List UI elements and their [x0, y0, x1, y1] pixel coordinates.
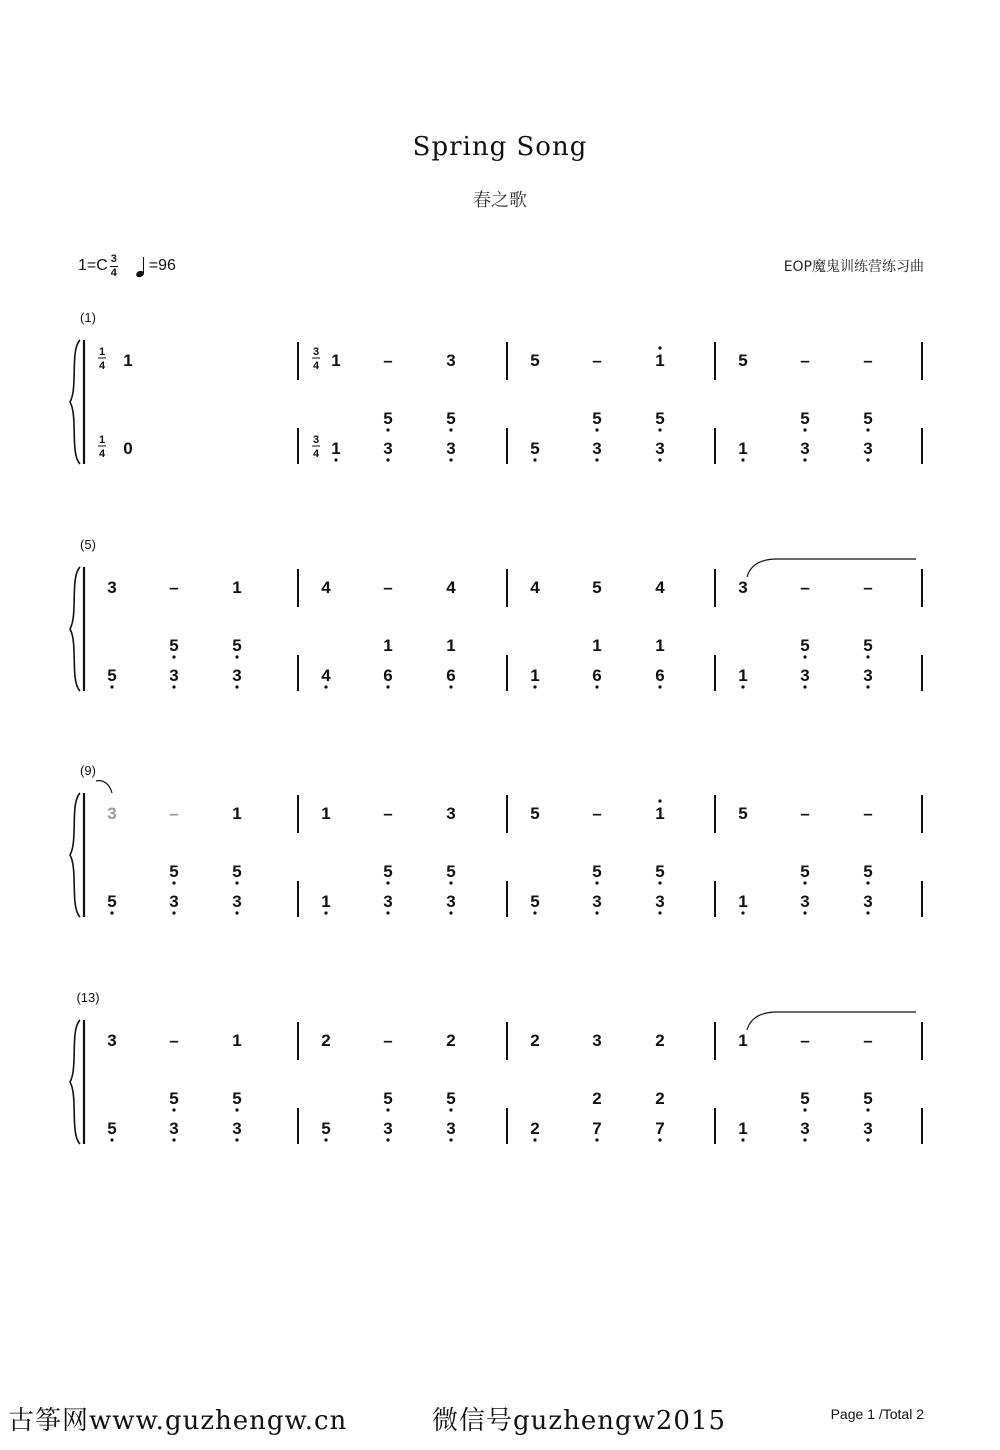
sustain-dash: – — [863, 1031, 873, 1050]
key-signature: 1=C — [78, 257, 108, 274]
chord-upper-note: 5 — [655, 862, 665, 881]
upper-note: 1 — [232, 1031, 242, 1050]
lower-note: 1 — [738, 892, 748, 911]
chord-upper-note: 5 — [863, 1089, 873, 1108]
chord-upper-note: 1 — [446, 636, 456, 655]
sustain-dash: – — [863, 351, 873, 370]
lower-note: 7 — [655, 1119, 665, 1138]
octave-down-dot — [533, 1138, 536, 1141]
octave-down-dot — [595, 458, 598, 461]
chord-upper-note: 5 — [800, 862, 810, 881]
octave-down-dot — [866, 458, 869, 461]
octave-down-dot — [386, 1138, 389, 1141]
upper-note: 1 — [123, 351, 133, 370]
lower-note: 3 — [863, 892, 873, 911]
octave-down-dot — [386, 685, 389, 688]
octave-down-dot — [803, 428, 806, 431]
octave-down-dot — [866, 1108, 869, 1111]
lower-note: 3 — [655, 439, 665, 458]
lower-note: 5 — [107, 666, 117, 685]
lower-note: 3 — [863, 666, 873, 685]
tempo-value: =96 — [148, 257, 176, 274]
octave-down-dot — [449, 428, 452, 431]
octave-down-dot — [658, 881, 661, 884]
sustain-dash: – — [800, 351, 810, 370]
system-4 — [70, 990, 922, 1144]
chord-upper-note: 5 — [169, 862, 179, 881]
sustain-dash: – — [863, 578, 873, 597]
octave-down-dot — [658, 685, 661, 688]
octave-down-dot — [235, 1108, 238, 1111]
upper-note: 1 — [232, 578, 242, 597]
chord-upper-note: 2 — [655, 1089, 665, 1108]
chord-upper-note: 2 — [592, 1089, 602, 1108]
upper-note: 1 — [232, 804, 242, 823]
lower-note: 4 — [321, 666, 331, 685]
octave-down-dot — [866, 428, 869, 431]
chord-upper-note: 5 — [383, 1089, 393, 1108]
upper-note: 4 — [530, 578, 540, 597]
footer-wechat: 微信号guzhengw2015 — [432, 1406, 727, 1436]
octave-down-dot — [386, 458, 389, 461]
system-1 — [70, 310, 922, 464]
lower-note: 3 — [446, 892, 456, 911]
lower-note: 1 — [530, 666, 540, 685]
upper-note: 5 — [592, 578, 602, 597]
timesig-bottom: 4 — [98, 448, 106, 460]
timesig-top: 1 — [98, 434, 106, 446]
octave-down-dot — [658, 1138, 661, 1141]
octave-down-dot — [110, 685, 113, 688]
upper-note: 2 — [446, 1031, 456, 1050]
system-brace — [70, 567, 80, 691]
lower-note: 3 — [232, 666, 242, 685]
upper-note: 3 — [592, 1031, 602, 1050]
octave-down-dot — [595, 911, 598, 914]
lower-note: 5 — [321, 1119, 331, 1138]
system-2 — [70, 537, 922, 691]
upper-note: 3 — [107, 1031, 117, 1050]
octave-down-dot — [803, 655, 806, 658]
chord-upper-note: 5 — [863, 862, 873, 881]
upper-note: 1 — [655, 351, 665, 370]
chord-upper-note: 1 — [383, 636, 393, 655]
octave-down-dot — [235, 911, 238, 914]
lower-note: 3 — [383, 892, 393, 911]
octave-up-dot — [658, 799, 661, 802]
timesig-top: 1 — [98, 346, 106, 358]
lower-note: 3 — [446, 439, 456, 458]
chord-upper-note: 5 — [592, 862, 602, 881]
octave-down-dot — [658, 911, 661, 914]
lower-note: 3 — [800, 892, 810, 911]
lower-note: 3 — [383, 439, 393, 458]
upper-note: 4 — [446, 578, 456, 597]
octave-down-dot — [324, 685, 327, 688]
octave-down-dot — [334, 458, 337, 461]
octave-down-dot — [172, 685, 175, 688]
octave-down-dot — [803, 685, 806, 688]
octave-down-dot — [595, 1138, 598, 1141]
timesig-top: 3 — [312, 346, 320, 358]
lower-note: 1 — [738, 1119, 748, 1138]
tie-arc — [747, 559, 916, 577]
octave-down-dot — [803, 881, 806, 884]
upper-note: 5 — [738, 351, 748, 370]
lower-note: 3 — [232, 1119, 242, 1138]
octave-down-dot — [741, 911, 744, 914]
measure-number-label: (1) — [80, 310, 96, 325]
sustain-dash: – — [592, 804, 602, 823]
upper-note: 4 — [321, 578, 331, 597]
chord-upper-note: 5 — [592, 409, 602, 428]
octave-down-dot — [866, 1138, 869, 1141]
octave-down-dot — [324, 911, 327, 914]
upper-note: 1 — [331, 351, 341, 370]
time-signature-bottom: 4 — [110, 266, 117, 279]
page-number: Page 1 /Total 2 — [830, 1406, 924, 1422]
octave-down-dot — [172, 655, 175, 658]
upper-note: 3 — [107, 578, 117, 597]
octave-down-dot — [235, 655, 238, 658]
octave-down-dot — [449, 911, 452, 914]
chord-upper-note: 5 — [446, 862, 456, 881]
measure-number-label: (5) — [80, 537, 96, 552]
octave-down-dot — [866, 685, 869, 688]
lower-note: 3 — [446, 1119, 456, 1138]
sustain-dash: – — [383, 578, 393, 597]
octave-down-dot — [449, 458, 452, 461]
sustain-dash: – — [383, 1031, 393, 1050]
lower-note: 5 — [107, 1119, 117, 1138]
octave-down-dot — [110, 1138, 113, 1141]
chord-upper-note: 5 — [446, 409, 456, 428]
octave-down-dot — [386, 428, 389, 431]
chord-upper-note: 5 — [863, 636, 873, 655]
lower-note: 3 — [232, 892, 242, 911]
sustain-dash: – — [169, 804, 179, 823]
footer-site[interactable]: 古筝网www.guzhengw.cn — [8, 1406, 348, 1436]
octave-down-dot — [595, 881, 598, 884]
lower-note: 3 — [863, 439, 873, 458]
sustain-dash: – — [592, 351, 602, 370]
lower-note: 3 — [655, 892, 665, 911]
upper-note: 2 — [655, 1031, 665, 1050]
upper-note: 1 — [321, 804, 331, 823]
lower-note: 3 — [169, 666, 179, 685]
tie-arc-end — [96, 781, 112, 793]
sustain-dash: – — [383, 351, 393, 370]
chord-upper-note: 5 — [800, 636, 810, 655]
chord-upper-note: 5 — [169, 636, 179, 655]
system-3 — [70, 763, 922, 917]
lower-note: 3 — [592, 439, 602, 458]
chord-upper-note: 5 — [800, 1089, 810, 1108]
octave-down-dot — [386, 881, 389, 884]
lower-note: 1 — [331, 439, 341, 458]
upper-note: 5 — [530, 804, 540, 823]
lower-note: 1 — [738, 439, 748, 458]
chord-upper-note: 5 — [232, 1089, 242, 1108]
octave-down-dot — [324, 1138, 327, 1141]
lower-note: 1 — [321, 892, 331, 911]
octave-down-dot — [449, 1108, 452, 1111]
chord-upper-note: 1 — [592, 636, 602, 655]
octave-down-dot — [386, 911, 389, 914]
timesig-bottom: 4 — [312, 360, 320, 372]
octave-down-dot — [533, 911, 536, 914]
octave-down-dot — [449, 1138, 452, 1141]
lower-note: 3 — [169, 1119, 179, 1138]
octave-down-dot — [741, 1138, 744, 1141]
upper-note: 5 — [530, 351, 540, 370]
chord-upper-note: 1 — [655, 636, 665, 655]
lower-note: 3 — [169, 892, 179, 911]
upper-note: 1 — [655, 804, 665, 823]
upper-note: 3 — [107, 804, 117, 823]
lower-note: 1 — [738, 666, 748, 685]
upper-note: 3 — [446, 804, 456, 823]
lower-note: 3 — [863, 1119, 873, 1138]
time-signature-top: 3 — [110, 252, 117, 265]
octave-down-dot — [235, 1138, 238, 1141]
lower-note: 0 — [123, 439, 133, 458]
octave-down-dot — [386, 1108, 389, 1111]
octave-down-dot — [741, 458, 744, 461]
octave-down-dot — [172, 1138, 175, 1141]
lower-note: 5 — [530, 892, 540, 911]
chord-upper-note: 5 — [169, 1089, 179, 1108]
chord-upper-note: 5 — [446, 1089, 456, 1108]
chord-upper-note: 5 — [232, 862, 242, 881]
timesig-bottom: 4 — [312, 448, 320, 460]
credit-text: EOP魔鬼训练营练习曲 — [783, 259, 924, 275]
lower-note: 5 — [530, 439, 540, 458]
octave-down-dot — [172, 911, 175, 914]
octave-up-dot — [658, 346, 661, 349]
sustain-dash: – — [383, 804, 393, 823]
sustain-dash: – — [800, 1031, 810, 1050]
chord-upper-note: 5 — [655, 409, 665, 428]
measure-number-label: (13) — [76, 990, 100, 1005]
octave-down-dot — [595, 428, 598, 431]
octave-down-dot — [595, 685, 598, 688]
octave-down-dot — [449, 685, 452, 688]
octave-down-dot — [533, 458, 536, 461]
lower-note: 2 — [530, 1119, 540, 1138]
octave-down-dot — [172, 881, 175, 884]
sustain-dash: – — [800, 804, 810, 823]
chord-upper-note: 5 — [383, 409, 393, 428]
upper-note: 5 — [738, 804, 748, 823]
octave-down-dot — [803, 911, 806, 914]
sustain-dash: – — [863, 804, 873, 823]
sustain-dash: – — [169, 578, 179, 597]
octave-down-dot — [866, 911, 869, 914]
lower-note: 5 — [107, 892, 117, 911]
page-title: Spring Song — [412, 132, 588, 162]
system-brace — [70, 793, 80, 917]
octave-down-dot — [658, 428, 661, 431]
octave-down-dot — [449, 881, 452, 884]
lower-note: 7 — [592, 1119, 602, 1138]
chord-upper-note: 5 — [383, 862, 393, 881]
octave-down-dot — [741, 685, 744, 688]
sustain-dash: – — [169, 1031, 179, 1050]
lower-note: 6 — [592, 666, 602, 685]
chord-upper-note: 5 — [863, 409, 873, 428]
chord-upper-note: 5 — [800, 409, 810, 428]
upper-note: 3 — [446, 351, 456, 370]
octave-down-dot — [803, 1108, 806, 1111]
timesig-top: 3 — [312, 434, 320, 446]
lower-note: 3 — [800, 666, 810, 685]
lower-note: 3 — [592, 892, 602, 911]
timesig-bottom: 4 — [98, 360, 106, 372]
upper-note: 2 — [530, 1031, 540, 1050]
octave-down-dot — [866, 655, 869, 658]
page-subtitle: 春之歌 — [473, 190, 527, 211]
octave-down-dot — [172, 1108, 175, 1111]
octave-down-dot — [235, 685, 238, 688]
octave-down-dot — [803, 458, 806, 461]
upper-note: 3 — [738, 578, 748, 597]
octave-down-dot — [803, 1138, 806, 1141]
upper-note: 2 — [321, 1031, 331, 1050]
measure-number-label: (9) — [80, 763, 96, 778]
lower-note: 3 — [383, 1119, 393, 1138]
upper-note: 1 — [738, 1031, 748, 1050]
octave-down-dot — [235, 881, 238, 884]
sustain-dash: – — [800, 578, 810, 597]
tie-arc — [747, 1012, 916, 1030]
lower-note: 6 — [383, 666, 393, 685]
system-brace — [70, 340, 80, 464]
lower-note: 6 — [655, 666, 665, 685]
octave-down-dot — [866, 881, 869, 884]
octave-down-dot — [658, 458, 661, 461]
lower-note: 3 — [800, 439, 810, 458]
octave-down-dot — [110, 911, 113, 914]
system-brace — [70, 1020, 80, 1144]
chord-upper-note: 5 — [232, 636, 242, 655]
lower-note: 3 — [800, 1119, 810, 1138]
upper-note: 4 — [655, 578, 665, 597]
octave-down-dot — [533, 685, 536, 688]
lower-note: 6 — [446, 666, 456, 685]
